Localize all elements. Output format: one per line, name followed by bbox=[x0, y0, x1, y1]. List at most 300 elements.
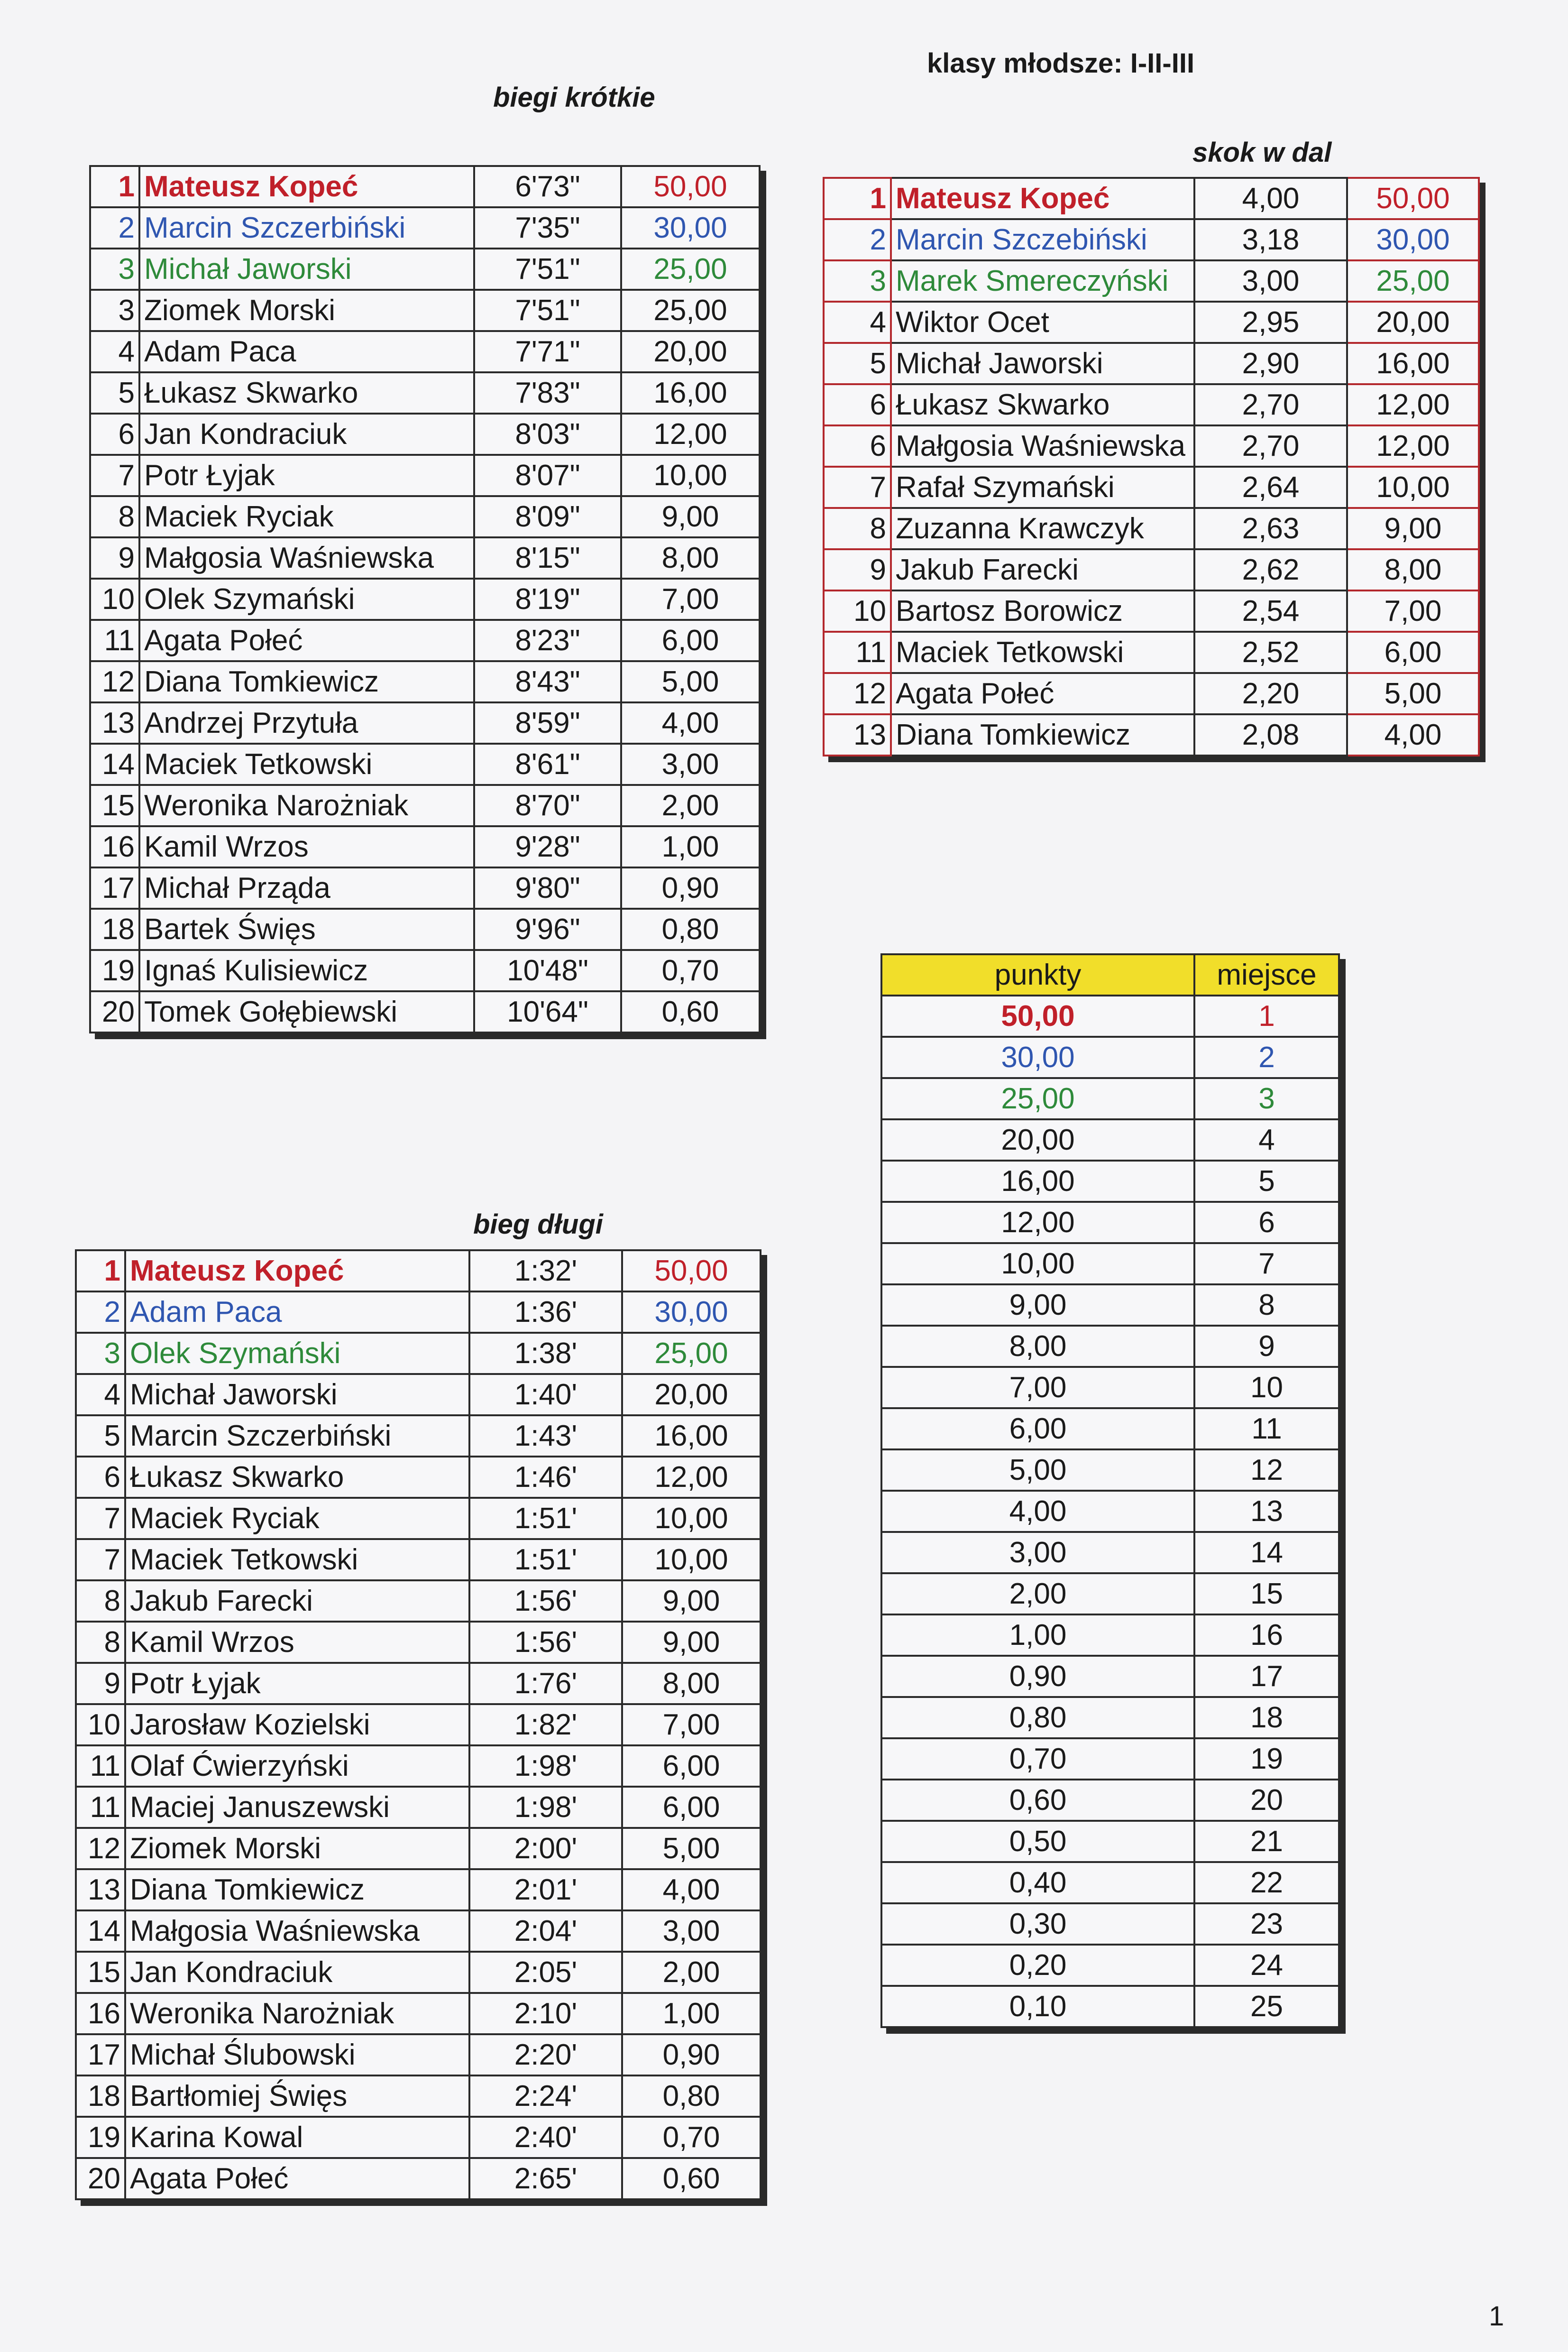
table-row bbox=[881, 1614, 1339, 1656]
time-cell: 2:10' bbox=[469, 1993, 622, 2034]
points-cell: 4,00 bbox=[621, 702, 760, 744]
points-scale-header-row bbox=[881, 954, 1339, 996]
points-cell: 25,00 bbox=[621, 290, 760, 331]
scale-points-cell: 6,00 bbox=[881, 1408, 1194, 1449]
place-cell: 18 bbox=[90, 909, 139, 950]
scale-points-cell: 2,00 bbox=[881, 1573, 1194, 1614]
table-row bbox=[881, 1656, 1339, 1697]
scale-points-cell: 8,00 bbox=[881, 1326, 1194, 1367]
time-cell: 8'09" bbox=[474, 496, 621, 537]
place-cell: 9 bbox=[90, 537, 139, 579]
points-cell: 5,00 bbox=[1347, 673, 1479, 714]
distance-cell: 2,62 bbox=[1194, 549, 1347, 590]
athlete-name-cell: Maciek Ryciak bbox=[125, 1498, 469, 1539]
time-cell: 2:40' bbox=[469, 2117, 622, 2158]
place-cell: 17 bbox=[90, 867, 139, 909]
time-cell: 8'61" bbox=[474, 744, 621, 785]
athlete-name-cell: Jan Kondraciuk bbox=[139, 414, 474, 455]
long-jump-results-body bbox=[824, 178, 1479, 756]
table-row bbox=[881, 1449, 1339, 1491]
points-scale-body bbox=[881, 996, 1339, 2027]
points-cell: 0,70 bbox=[621, 950, 760, 991]
table-row bbox=[76, 1291, 761, 1333]
athlete-name-cell: Michał Jaworski bbox=[125, 1374, 469, 1415]
time-cell: 7'51" bbox=[474, 290, 621, 331]
athlete-name-cell: Kamil Wrzos bbox=[139, 826, 474, 867]
place-cell: 20 bbox=[90, 991, 139, 1033]
table-row bbox=[881, 1903, 1339, 1945]
points-cell: 3,00 bbox=[621, 744, 760, 785]
place-cell: 10 bbox=[824, 590, 891, 632]
table-row bbox=[824, 508, 1479, 549]
place-cell: 2 bbox=[76, 1291, 125, 1333]
scale-points-cell: 16,00 bbox=[881, 1161, 1194, 1202]
place-cell: 4 bbox=[824, 302, 891, 343]
points-cell: 7,00 bbox=[622, 1704, 761, 1745]
time-cell: 1:46' bbox=[469, 1457, 622, 1498]
points-cell: 7,00 bbox=[1347, 590, 1479, 632]
time-cell: 10'64" bbox=[474, 991, 621, 1033]
table-row bbox=[881, 1532, 1339, 1573]
table-row bbox=[90, 455, 760, 496]
scale-place-cell: 18 bbox=[1194, 1697, 1339, 1738]
athlete-name-cell: Adam Paca bbox=[139, 331, 474, 372]
points-cell: 25,00 bbox=[1347, 260, 1479, 302]
table-row bbox=[881, 1697, 1339, 1738]
table-row bbox=[76, 1993, 761, 2034]
time-cell: 2:00' bbox=[469, 1828, 622, 1869]
table-row bbox=[76, 1704, 761, 1745]
scale-place-cell: 17 bbox=[1194, 1656, 1339, 1697]
table-row bbox=[90, 661, 760, 702]
table-row bbox=[881, 1408, 1339, 1449]
points-cell: 50,00 bbox=[622, 1250, 761, 1291]
scale-place-cell: 16 bbox=[1194, 1614, 1339, 1656]
table-row bbox=[824, 590, 1479, 632]
athlete-name-cell: Agata Połeć bbox=[125, 2158, 469, 2199]
athlete-name-cell: Agata Połeć bbox=[891, 673, 1194, 714]
table-row bbox=[90, 826, 760, 867]
place-cell: 14 bbox=[76, 1910, 125, 1952]
place-cell: 20 bbox=[76, 2158, 125, 2199]
time-cell: 7'35" bbox=[474, 207, 621, 249]
athlete-name-cell: Rafał Szymański bbox=[891, 467, 1194, 508]
athlete-name-cell: Kamil Wrzos bbox=[125, 1622, 469, 1663]
place-cell: 8 bbox=[824, 508, 891, 549]
time-cell: 8'59" bbox=[474, 702, 621, 744]
athlete-name-cell: Bartek Święs bbox=[139, 909, 474, 950]
place-cell: 1 bbox=[90, 166, 139, 207]
scale-points-cell: 0,80 bbox=[881, 1697, 1194, 1738]
distance-cell: 2,52 bbox=[1194, 632, 1347, 673]
sprint-results-body bbox=[90, 166, 760, 1033]
place-cell: 15 bbox=[90, 785, 139, 826]
time-cell: 8'03" bbox=[474, 414, 621, 455]
time-cell: 9'80" bbox=[474, 867, 621, 909]
table-row bbox=[76, 1828, 761, 1869]
distance-cell: 2,54 bbox=[1194, 590, 1347, 632]
table-row bbox=[90, 290, 760, 331]
distance-cell: 2,95 bbox=[1194, 302, 1347, 343]
points-scale-table bbox=[880, 953, 1340, 2028]
long-run-results-table bbox=[75, 1249, 761, 2200]
points-cell: 25,00 bbox=[621, 249, 760, 290]
table-row bbox=[76, 2034, 761, 2075]
place-cell: 4 bbox=[90, 331, 139, 372]
athlete-name-cell: Potr Łyjak bbox=[125, 1663, 469, 1704]
scale-points-cell: 5,00 bbox=[881, 1449, 1194, 1491]
scale-place-cell: 15 bbox=[1194, 1573, 1339, 1614]
points-cell: 8,00 bbox=[1347, 549, 1479, 590]
table-row bbox=[824, 673, 1479, 714]
athlete-name-cell: Karina Kowal bbox=[125, 2117, 469, 2158]
scale-place-cell: 20 bbox=[1194, 1780, 1339, 1821]
place-cell: 10 bbox=[76, 1704, 125, 1745]
scale-place-cell: 12 bbox=[1194, 1449, 1339, 1491]
table-row bbox=[76, 1952, 761, 1993]
points-cell: 2,00 bbox=[622, 1952, 761, 1993]
long-run-title: bieg długi bbox=[473, 1209, 603, 1240]
place-cell: 9 bbox=[76, 1663, 125, 1704]
distance-cell: 3,00 bbox=[1194, 260, 1347, 302]
scale-points-cell: 4,00 bbox=[881, 1491, 1194, 1532]
place-cell: 7 bbox=[824, 467, 891, 508]
table-row bbox=[90, 991, 760, 1033]
time-cell: 9'96" bbox=[474, 909, 621, 950]
time-cell: 2:05' bbox=[469, 1952, 622, 1993]
points-cell: 50,00 bbox=[621, 166, 760, 207]
distance-cell: 2,63 bbox=[1194, 508, 1347, 549]
scale-points-cell: 30,00 bbox=[881, 1037, 1194, 1078]
athlete-name-cell: Jan Kondraciuk bbox=[125, 1952, 469, 1993]
time-cell: 8'23" bbox=[474, 620, 621, 661]
athlete-name-cell: Łukasz Skwarko bbox=[139, 372, 474, 414]
scale-points-cell: 3,00 bbox=[881, 1532, 1194, 1573]
athlete-name-cell: Bartłomiej Święs bbox=[125, 2075, 469, 2117]
table-row bbox=[881, 1738, 1339, 1780]
table-row bbox=[90, 579, 760, 620]
athlete-name-cell: Zuzanna Krawczyk bbox=[891, 508, 1194, 549]
place-cell: 11 bbox=[76, 1787, 125, 1828]
table-row bbox=[824, 467, 1479, 508]
place-cell: 12 bbox=[824, 673, 891, 714]
table-row bbox=[881, 1078, 1339, 1119]
points-header: punkty bbox=[881, 954, 1194, 996]
distance-cell: 2,08 bbox=[1194, 714, 1347, 756]
scale-place-cell: 21 bbox=[1194, 1821, 1339, 1862]
place-cell: 7 bbox=[76, 1539, 125, 1580]
table-row bbox=[881, 1037, 1339, 1078]
time-cell: 1:38' bbox=[469, 1333, 622, 1374]
place-cell: 1 bbox=[76, 1250, 125, 1291]
table-row bbox=[824, 178, 1479, 219]
table-row bbox=[76, 1910, 761, 1952]
table-row bbox=[824, 425, 1479, 467]
table-row bbox=[90, 867, 760, 909]
place-cell: 13 bbox=[76, 1869, 125, 1910]
athlete-name-cell: Ziomek Morski bbox=[139, 290, 474, 331]
points-cell: 6,00 bbox=[621, 620, 760, 661]
athlete-name-cell: Mateusz Kopeć bbox=[125, 1250, 469, 1291]
place-cell: 7 bbox=[76, 1498, 125, 1539]
table-row bbox=[881, 996, 1339, 1037]
scale-place-cell: 4 bbox=[1194, 1119, 1339, 1161]
place-cell: 5 bbox=[824, 343, 891, 384]
points-cell: 0,90 bbox=[622, 2034, 761, 2075]
place-cell: 19 bbox=[90, 950, 139, 991]
sprint-results-table bbox=[89, 165, 761, 1033]
table-row bbox=[824, 384, 1479, 425]
table-row bbox=[824, 260, 1479, 302]
table-row bbox=[881, 1491, 1339, 1532]
table-row bbox=[881, 1119, 1339, 1161]
scale-place-cell: 10 bbox=[1194, 1367, 1339, 1408]
time-cell: 8'19" bbox=[474, 579, 621, 620]
place-cell: 12 bbox=[90, 661, 139, 702]
points-cell: 4,00 bbox=[1347, 714, 1479, 756]
points-cell: 16,00 bbox=[621, 372, 760, 414]
points-cell: 0,70 bbox=[622, 2117, 761, 2158]
scale-place-cell: 22 bbox=[1194, 1862, 1339, 1903]
points-cell: 9,00 bbox=[622, 1580, 761, 1622]
place-cell: 3 bbox=[90, 249, 139, 290]
time-cell: 1:36' bbox=[469, 1291, 622, 1333]
time-cell: 9'28" bbox=[474, 826, 621, 867]
table-row bbox=[881, 1367, 1339, 1408]
time-cell: 1:98' bbox=[469, 1745, 622, 1787]
athlete-name-cell: Michał Jaworski bbox=[891, 343, 1194, 384]
place-cell: 12 bbox=[76, 1828, 125, 1869]
scale-place-cell: 3 bbox=[1194, 1078, 1339, 1119]
scale-points-cell: 0,40 bbox=[881, 1862, 1194, 1903]
table-row bbox=[824, 632, 1479, 673]
page-number: 1 bbox=[1489, 2301, 1504, 2332]
points-cell: 30,00 bbox=[621, 207, 760, 249]
scale-place-cell: 9 bbox=[1194, 1326, 1339, 1367]
scale-points-cell: 9,00 bbox=[881, 1284, 1194, 1326]
time-cell: 1:76' bbox=[469, 1663, 622, 1704]
time-cell: 6'73" bbox=[474, 166, 621, 207]
athlete-name-cell: Maciej Januszewski bbox=[125, 1787, 469, 1828]
scale-points-cell: 0,30 bbox=[881, 1903, 1194, 1945]
points-cell: 5,00 bbox=[621, 661, 760, 702]
place-cell: 5 bbox=[90, 372, 139, 414]
scale-points-cell: 10,00 bbox=[881, 1243, 1194, 1284]
scale-points-cell: 1,00 bbox=[881, 1614, 1194, 1656]
time-cell: 8'70" bbox=[474, 785, 621, 826]
points-cell: 20,00 bbox=[1347, 302, 1479, 343]
table-row bbox=[90, 744, 760, 785]
table-row bbox=[90, 166, 760, 207]
athlete-name-cell: Andrzej Przytuła bbox=[139, 702, 474, 744]
place-cell: 13 bbox=[90, 702, 139, 744]
points-cell: 50,00 bbox=[1347, 178, 1479, 219]
scale-place-cell: 1 bbox=[1194, 996, 1339, 1037]
time-cell: 8'43" bbox=[474, 661, 621, 702]
time-cell: 7'83" bbox=[474, 372, 621, 414]
athlete-name-cell: Michał Prząda bbox=[139, 867, 474, 909]
points-cell: 8,00 bbox=[622, 1663, 761, 1704]
table-row bbox=[76, 1580, 761, 1622]
time-cell: 8'15" bbox=[474, 537, 621, 579]
points-cell: 16,00 bbox=[1347, 343, 1479, 384]
table-row bbox=[824, 343, 1479, 384]
points-cell: 12,00 bbox=[621, 414, 760, 455]
athlete-name-cell: Jakub Farecki bbox=[125, 1580, 469, 1622]
table-row bbox=[90, 207, 760, 249]
athlete-name-cell: Maciek Ryciak bbox=[139, 496, 474, 537]
place-cell: 16 bbox=[90, 826, 139, 867]
athlete-name-cell: Małgosia Waśniewska bbox=[891, 425, 1194, 467]
points-cell: 12,00 bbox=[1347, 384, 1479, 425]
athlete-name-cell: Marcin Szczerbiński bbox=[139, 207, 474, 249]
table-row bbox=[824, 549, 1479, 590]
place-cell: 11 bbox=[76, 1745, 125, 1787]
athlete-name-cell: Jarosław Kozielski bbox=[125, 1704, 469, 1745]
place-cell: 1 bbox=[824, 178, 891, 219]
athlete-name-cell: Agata Połeć bbox=[139, 620, 474, 661]
athlete-name-cell: Ignaś Kulisiewicz bbox=[139, 950, 474, 991]
table-row bbox=[76, 2158, 761, 2199]
table-row bbox=[881, 1202, 1339, 1243]
table-row bbox=[881, 1326, 1339, 1367]
scale-points-cell: 20,00 bbox=[881, 1119, 1194, 1161]
time-cell: 1:51' bbox=[469, 1539, 622, 1580]
place-cell: 8 bbox=[90, 496, 139, 537]
distance-cell: 4,00 bbox=[1194, 178, 1347, 219]
table-row bbox=[881, 1284, 1339, 1326]
scale-place-cell: 24 bbox=[1194, 1945, 1339, 1986]
points-cell: 9,00 bbox=[621, 496, 760, 537]
scale-place-cell: 14 bbox=[1194, 1532, 1339, 1573]
points-cell: 0,60 bbox=[621, 991, 760, 1033]
points-cell: 2,00 bbox=[621, 785, 760, 826]
points-cell: 0,80 bbox=[622, 2075, 761, 2117]
points-cell: 20,00 bbox=[622, 1374, 761, 1415]
time-cell: 2:20' bbox=[469, 2034, 622, 2075]
table-row bbox=[76, 1250, 761, 1291]
table-row bbox=[881, 1821, 1339, 1862]
place-cell: 4 bbox=[76, 1374, 125, 1415]
time-cell: 1:56' bbox=[469, 1622, 622, 1663]
place-cell: 6 bbox=[76, 1457, 125, 1498]
scale-place-cell: 19 bbox=[1194, 1738, 1339, 1780]
place-cell: 19 bbox=[76, 2117, 125, 2158]
place-cell: 3 bbox=[90, 290, 139, 331]
points-cell: 10,00 bbox=[1347, 467, 1479, 508]
athlete-name-cell: Małgosia Waśniewska bbox=[139, 537, 474, 579]
athlete-name-cell: Olek Szymański bbox=[125, 1333, 469, 1374]
athlete-name-cell: Ziomek Morski bbox=[125, 1828, 469, 1869]
place-cell: 18 bbox=[76, 2075, 125, 2117]
points-cell: 12,00 bbox=[622, 1457, 761, 1498]
points-cell: 6,00 bbox=[622, 1745, 761, 1787]
points-cell: 1,00 bbox=[622, 1993, 761, 2034]
points-cell: 0,80 bbox=[621, 909, 760, 950]
points-cell: 9,00 bbox=[1347, 508, 1479, 549]
place-cell: 8 bbox=[76, 1622, 125, 1663]
athlete-name-cell: Maciek Tetkowski bbox=[125, 1539, 469, 1580]
place-cell: 6 bbox=[90, 414, 139, 455]
place-cell: 5 bbox=[76, 1415, 125, 1457]
table-row bbox=[90, 620, 760, 661]
place-cell: 9 bbox=[824, 549, 891, 590]
table-row bbox=[90, 909, 760, 950]
athlete-name-cell: Marcin Szczerbiński bbox=[125, 1415, 469, 1457]
place-cell: 2 bbox=[824, 219, 891, 260]
scale-place-cell: 2 bbox=[1194, 1037, 1339, 1078]
scale-place-cell: 7 bbox=[1194, 1243, 1339, 1284]
athlete-name-cell: Tomek Gołębiewski bbox=[139, 991, 474, 1033]
table-row bbox=[881, 1573, 1339, 1614]
points-cell: 25,00 bbox=[622, 1333, 761, 1374]
points-cell: 30,00 bbox=[622, 1291, 761, 1333]
table-row bbox=[76, 1869, 761, 1910]
scale-points-cell: 0,20 bbox=[881, 1945, 1194, 1986]
place-cell: 11 bbox=[824, 632, 891, 673]
time-cell: 1:82' bbox=[469, 1704, 622, 1745]
athlete-name-cell: Łukasz Skwarko bbox=[891, 384, 1194, 425]
place-cell: 14 bbox=[90, 744, 139, 785]
time-cell: 1:40' bbox=[469, 1374, 622, 1415]
time-cell: 1:51' bbox=[469, 1498, 622, 1539]
points-cell: 6,00 bbox=[622, 1787, 761, 1828]
distance-cell: 2,70 bbox=[1194, 425, 1347, 467]
time-cell: 8'07" bbox=[474, 455, 621, 496]
scale-place-cell: 25 bbox=[1194, 1986, 1339, 2027]
place-cell: 15 bbox=[76, 1952, 125, 1993]
table-row bbox=[76, 1374, 761, 1415]
table-row bbox=[76, 1787, 761, 1828]
points-cell: 3,00 bbox=[622, 1910, 761, 1952]
table-row bbox=[90, 950, 760, 991]
place-cell: 2 bbox=[90, 207, 139, 249]
place-cell: 6 bbox=[824, 425, 891, 467]
scale-points-cell: 12,00 bbox=[881, 1202, 1194, 1243]
time-cell: 7'71" bbox=[474, 331, 621, 372]
scale-place-cell: 23 bbox=[1194, 1903, 1339, 1945]
scale-points-cell: 0,90 bbox=[881, 1656, 1194, 1697]
athlete-name-cell: Bartosz Borowicz bbox=[891, 590, 1194, 632]
place-cell: 7 bbox=[90, 455, 139, 496]
place-cell: 6 bbox=[824, 384, 891, 425]
points-cell: 4,00 bbox=[622, 1869, 761, 1910]
athlete-name-cell: Mateusz Kopeć bbox=[139, 166, 474, 207]
table-row bbox=[90, 702, 760, 744]
scale-points-cell: 7,00 bbox=[881, 1367, 1194, 1408]
table-row bbox=[824, 714, 1479, 756]
points-cell: 6,00 bbox=[1347, 632, 1479, 673]
place-cell: 10 bbox=[90, 579, 139, 620]
time-cell: 7'51" bbox=[474, 249, 621, 290]
athlete-name-cell: Weronika Narożniak bbox=[139, 785, 474, 826]
athlete-name-cell: Małgosia Waśniewska bbox=[125, 1910, 469, 1952]
table-row bbox=[90, 249, 760, 290]
table-row bbox=[76, 2117, 761, 2158]
table-row bbox=[824, 302, 1479, 343]
table-row bbox=[76, 1333, 761, 1374]
scale-place-cell: 11 bbox=[1194, 1408, 1339, 1449]
table-row bbox=[90, 537, 760, 579]
table-row bbox=[90, 414, 760, 455]
time-cell: 2:01' bbox=[469, 1869, 622, 1910]
athlete-name-cell: Michał Ślubowski bbox=[125, 2034, 469, 2075]
table-row bbox=[76, 1498, 761, 1539]
scale-place-cell: 8 bbox=[1194, 1284, 1339, 1326]
table-row bbox=[76, 1539, 761, 1580]
scale-points-cell: 0,10 bbox=[881, 1986, 1194, 2027]
table-row bbox=[90, 372, 760, 414]
